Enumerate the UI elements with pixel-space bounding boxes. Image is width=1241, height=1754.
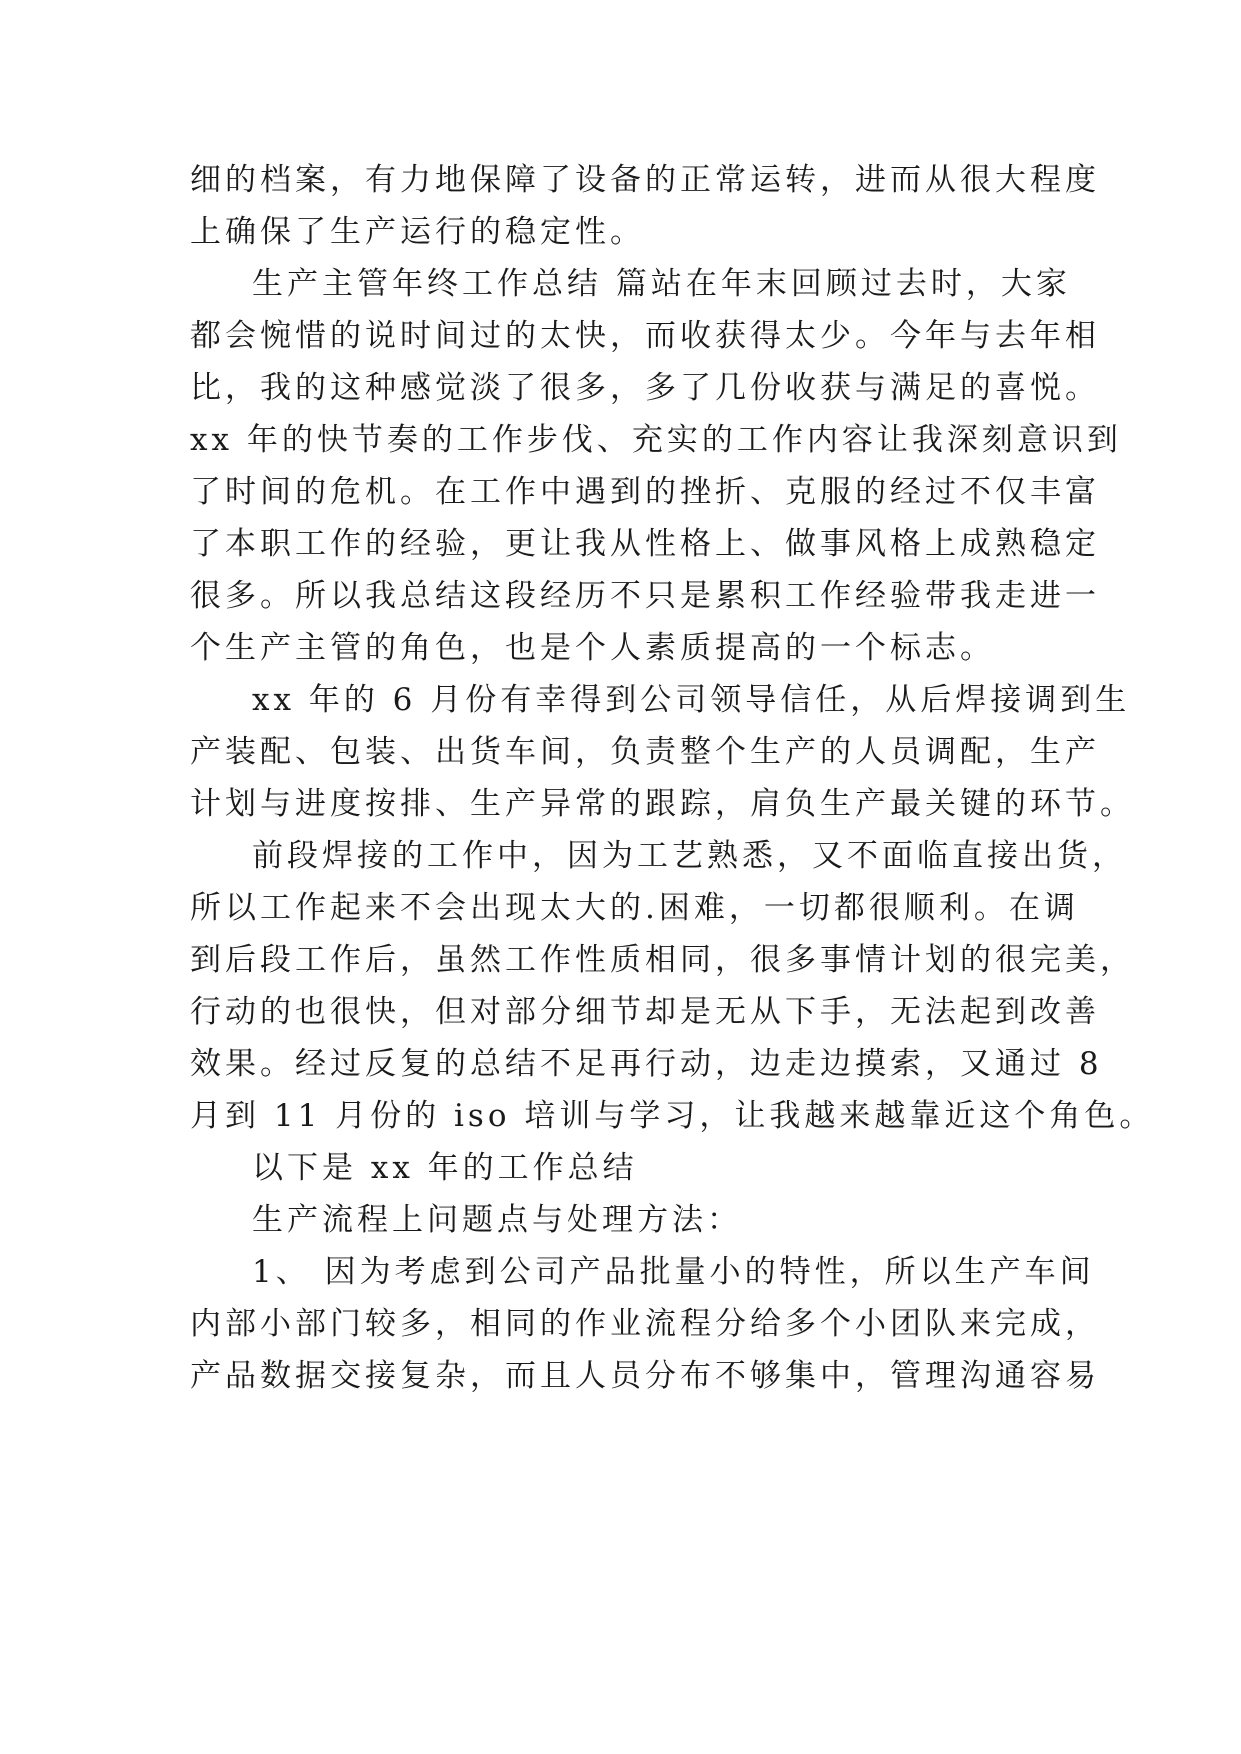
text-line: 计划与进度按排、生产异常的跟踪，肩负生产最关键的环节。 <box>190 786 1135 822</box>
text-line: 产装配、包装、出货车间，负责整个生产的人员调配，生产 <box>190 734 1100 770</box>
text-line: 到后段工作后，虽然工作性质相同，很多事情计划的很完美， <box>190 942 1135 978</box>
text-line: 产品数据交接复杂，而且人员分布不够集中，管理沟通容易 <box>190 1358 1100 1394</box>
text-line: 上确保了生产运行的稳定性。 <box>190 214 645 250</box>
text-line: 都会惋惜的说时间过的太快，而收获得太少。今年与去年相 <box>190 318 1100 354</box>
text-line: 内部小部门较多，相同的作业流程分给多个小团队来完成， <box>190 1306 1100 1342</box>
text-line: 效果。经过反复的总结不足再行动，边走边摸索，又通过 8 <box>190 1046 1103 1082</box>
text-line: 生产流程上问题点与处理方法： <box>252 1202 742 1238</box>
text-line: 月到 11 月份的 iso 培训与学习，让我越来越靠近这个角色。 <box>190 1098 1155 1134</box>
text-line: 以下是 xx 年的工作总结 <box>252 1150 638 1186</box>
text-line: 1、 因为考虑到公司产品批量小的特性，所以生产车间 <box>252 1254 1095 1290</box>
text-line: 所以工作起来不会出现太大的.困难，一切都很顺利。在调 <box>190 890 1079 926</box>
text-line: 细的档案，有力地保障了设备的正常运转，进而从很大程度 <box>190 162 1100 198</box>
text-line: 个生产主管的角色，也是个人素质提高的一个标志。 <box>190 630 995 666</box>
text-line: 很多。所以我总结这段经历不只是累积工作经验带我走进一 <box>190 578 1100 614</box>
text-line: xx 年的 6 月份有幸得到公司领导信任，从后焊接调到生 <box>252 682 1131 718</box>
text-line: 比，我的这种感觉淡了很多，多了几份收获与满足的喜悦。 <box>190 370 1100 406</box>
text-line: 了时间的危机。在工作中遇到的挫折、克服的经过不仅丰富 <box>190 474 1100 510</box>
text-line: 行动的也很快，但对部分细节却是无从下手，无法起到改善 <box>190 994 1100 1030</box>
text-line: 了本职工作的经验，更让我从性格上、做事风格上成熟稳定 <box>190 526 1100 562</box>
text-line: xx 年的快节奏的工作步伐、充实的工作内容让我深刻意识到 <box>190 422 1122 458</box>
text-line: 生产主管年终工作总结 篇站在年末回顾过去时，大家 <box>252 266 1071 302</box>
text-line: 前段焊接的工作中，因为工艺熟悉，又不面临直接出货， <box>252 838 1127 874</box>
